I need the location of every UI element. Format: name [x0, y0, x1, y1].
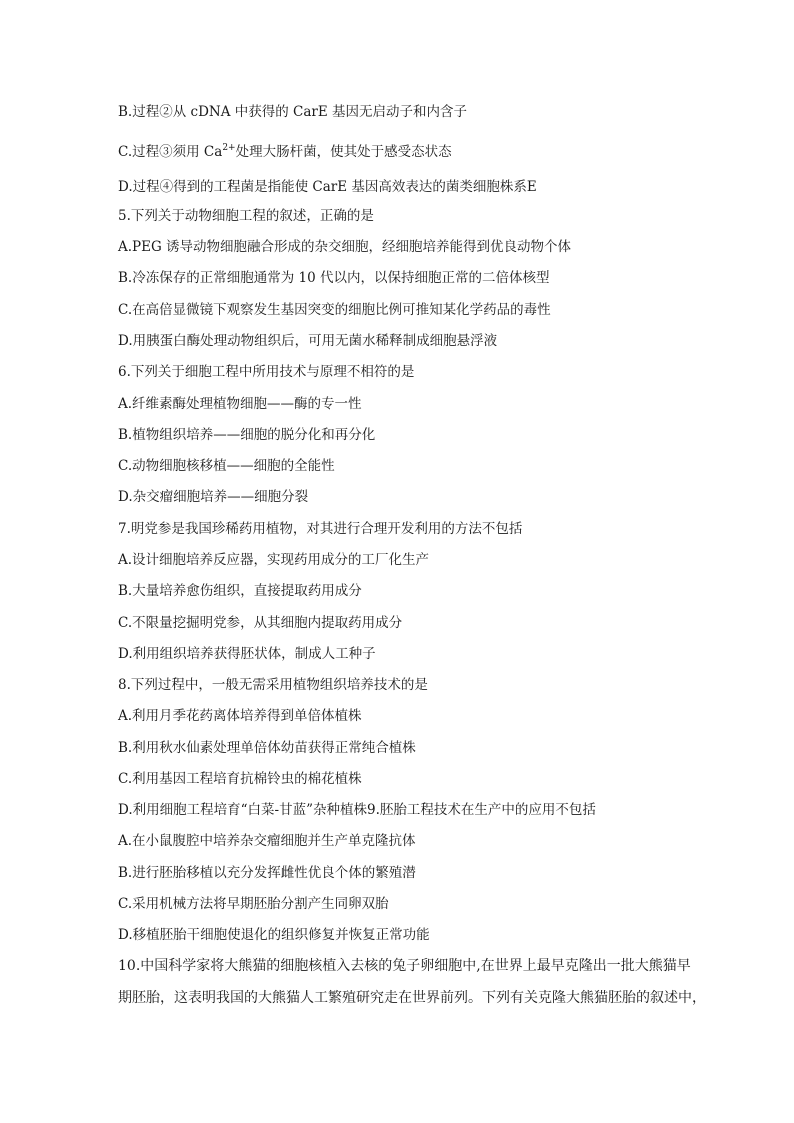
question-5: 5.下列关于动物细胞工程的叙述，正确的是 [118, 208, 374, 224]
q9-option-a: A.在小鼠腹腔中培养杂交瘤细胞并生产单克隆抗体 [118, 833, 416, 849]
question-10-line-2: 期胚胎，这表明我国的大熊猫人工繁殖研究走在世界前列。下列有关克隆大熊猫胚胎的叙述中， [118, 990, 706, 1006]
option-1c [118, 143, 452, 161]
q5-option-a: A.PEG 诱导动物细胞融合形成的杂交细胞，经细胞培养能得到优良动物个体 [118, 239, 572, 255]
q6-option-c: C.动物细胞核移植——细胞的全能性 [118, 458, 335, 474]
question-8: 8.下列过程中，一般无需采用植物组织培养技术的是 [118, 677, 428, 693]
q7-option-d: D.利用组织培养获得胚状体，制成人工种子 [118, 646, 376, 662]
q7-option-c: C.不限量挖掘明党参，从其细胞内提取药用成分 [118, 615, 403, 631]
q8-option-b: B.利用秋水仙素处理单倍体幼苗获得正常纯合植株 [118, 740, 416, 756]
q5-option-b: B.冷冻保存的正常细胞通常为 10 代以内，以保持细胞正常的二倍体核型 [118, 270, 550, 286]
q6-option-b: B.植物组织培养——细胞的脱分化和再分化 [118, 427, 376, 443]
q7-option-b: B.大量培养愈伤组织，直接提取药用成分 [118, 583, 362, 599]
option-1d: D.过程④得到的工程菌是指能使 CarE 基因高效表达的菌类细胞株系E [118, 179, 537, 195]
q6-option-a: A.纤维素酶处理植物细胞——酶的专一性 [118, 396, 362, 412]
q5-option-d: D.用胰蛋白酶处理动物组织后，可用无菌水稀释制成细胞悬浮液 [118, 333, 498, 349]
q7-option-a: A.设计细胞培养反应器，实现药用成分的工厂化生产 [118, 552, 430, 568]
q6-option-d: D.杂交瘤细胞培养——细胞分裂 [118, 489, 309, 505]
calcium-superscript: 2+ [222, 143, 236, 153]
q8-option-a: A.利用月季花药离体培养得到单倍体植株 [118, 708, 362, 724]
option-1c-tail: 处理大肠杆菌，使其处于感受态状态 [235, 144, 452, 160]
q9-option-b: B.进行胚胎移植以充分发挥雌性优良个体的繁殖潜 [118, 865, 416, 881]
q5-option-c: C.在高倍显微镜下观察发生基因突变的细胞比例可推知某化学药品的毒性 [118, 302, 551, 318]
option-1c-text: C.过程③须用 Ca [118, 144, 223, 160]
q9-option-d: D.移植胚胎干细胞使退化的组织修复并恢复正常功能 [118, 927, 430, 943]
question-10-line-1: 10.中国科学家将大熊猫的细胞核植入去核的兔子卵细胞中,在世界上最早克隆出一批大熊猫早 [118, 958, 691, 974]
q9-option-c: C.采用机械方法将早期胚胎分割产生同卵双胎 [118, 896, 389, 912]
question-6: 6.下列关于细胞工程中所用技术与原理不相符的是 [118, 364, 415, 380]
q8-option-d-and-question-9: D.利用细胞工程培育“白菜-甘蓝”杂种植株9.胚胎工程技术在生产中的应用不包括 [118, 802, 596, 818]
option-1b: B.过程②从 cDNA 中获得的 CarE 基因无启动子和内含子 [118, 104, 468, 120]
q8-option-c: C.利用基因工程培育抗棉铃虫的棉花植株 [118, 771, 362, 787]
question-7: 7.明党参是我国珍稀药用植物，对其进行合理开发利用的方法不包括 [118, 521, 523, 537]
